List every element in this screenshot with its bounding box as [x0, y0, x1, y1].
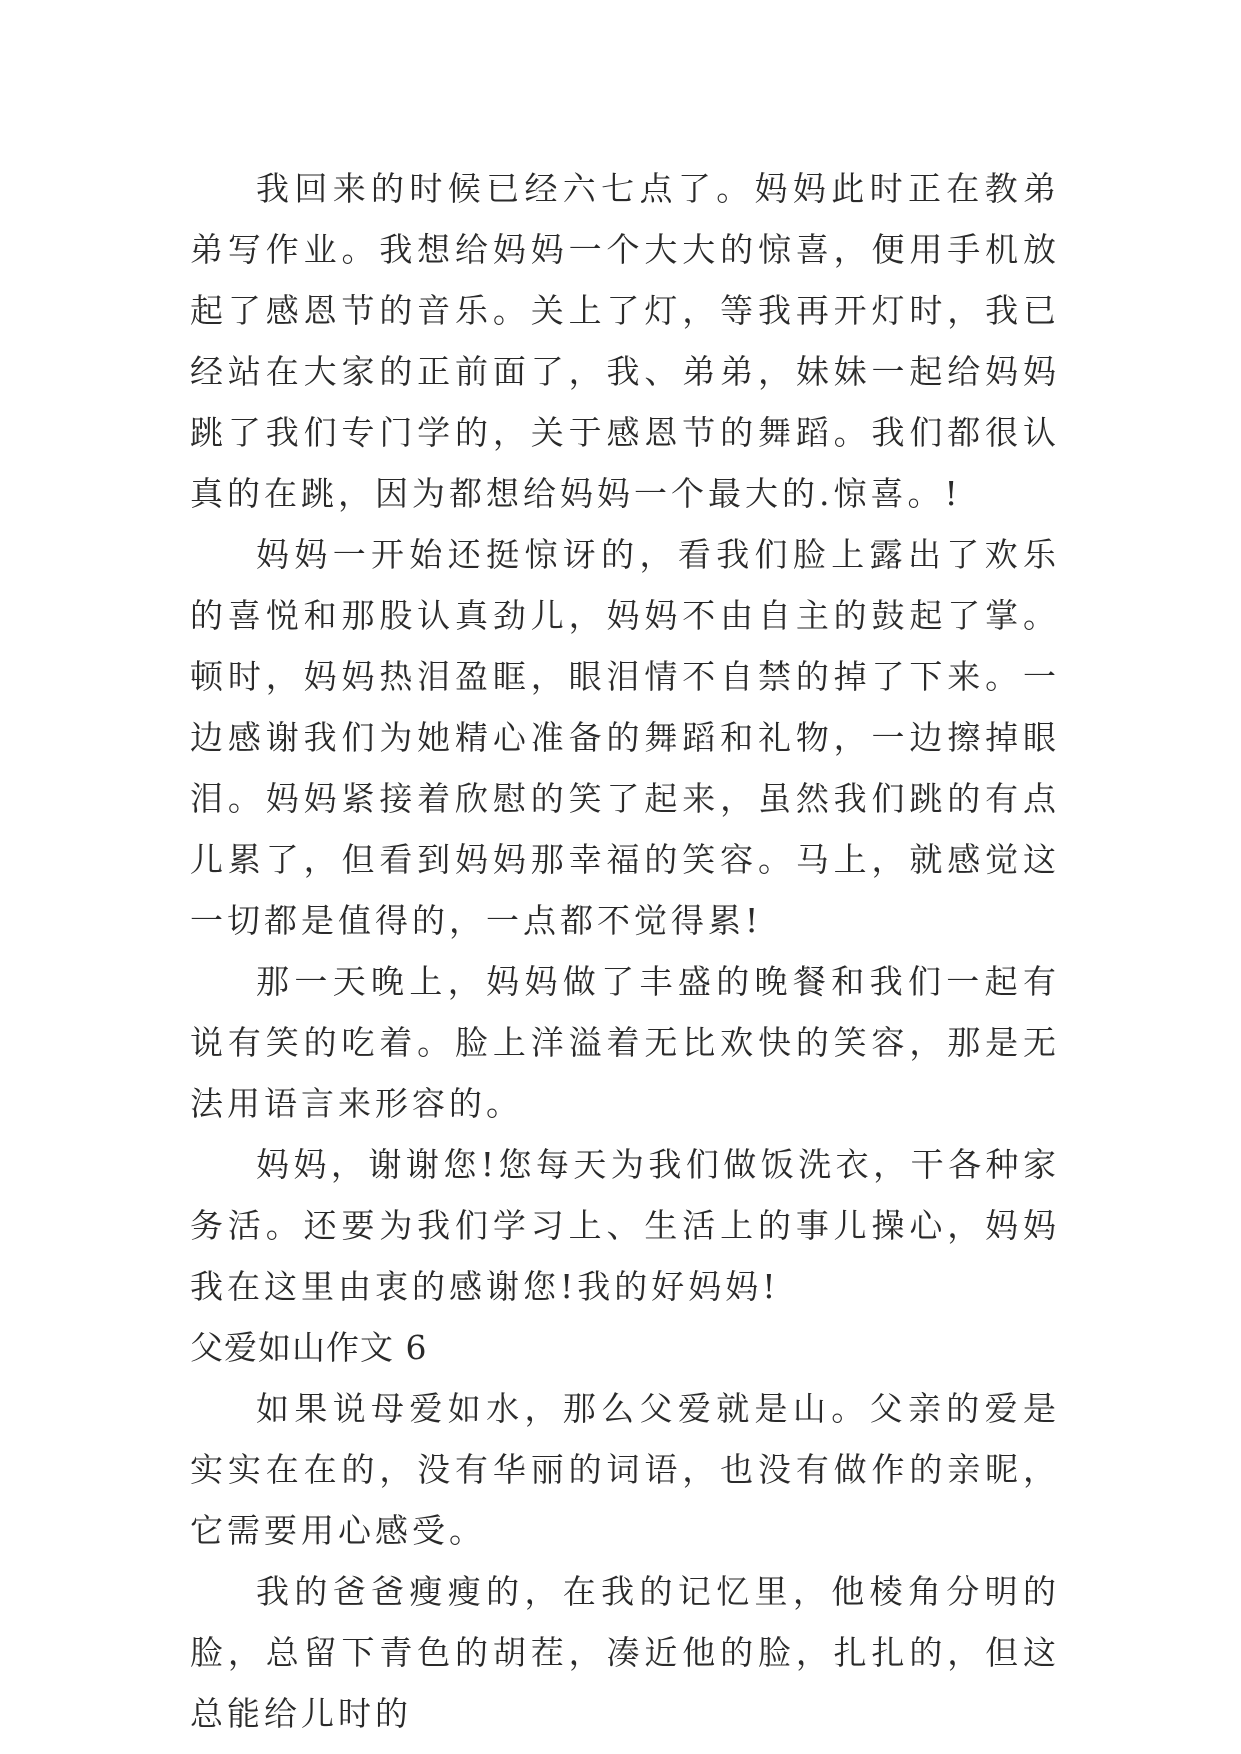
- document-body: [190, 158, 1060, 1744]
- paragraph-1: 我回来的时候已经六七点了。妈妈此时正在教弟弟写作业。我想给妈妈一个大大的惊喜，便用手机放起了感恩节的音乐。关上了灯，等我再开灯时，我已经站在大家的正前面了，我、弟弟，妹妹一起给妈妈跳了我们专门学的，关于感恩节的舞蹈。我们都很认真的在跳，因为都想给妈妈一个最大的.惊喜。!: [190, 169, 1060, 513]
- paragraph-3: 那一天晚上，妈妈做了丰盛的晚餐和我们一起有说有笑的吃着。脸上洋溢着无比欢快的笑容，那是无法用语言来形容的。: [190, 962, 1060, 1123]
- paragraph-4: 妈妈，谢谢您!您每天为我们做饭洗衣，干各种家务活。还要为我们学习上、生活上的事儿操心，妈妈我在这里由衷的感谢您!我的好妈妈!: [190, 1145, 1060, 1306]
- section-paragraph-2: 我的爸爸瘦瘦的，在我的记忆里，他棱角分明的脸，总留下青色的胡茬，凑近他的脸，扎扎的，但这总能给儿时的: [190, 1572, 1060, 1733]
- paragraph-2: 妈妈一开始还挺惊讶的，看我们脸上露出了欢乐的喜悦和那股认真劲儿，妈妈不由自主的鼓起了掌。顿时，妈妈热泪盈眶，眼泪情不自禁的掉了下来。一边感谢我们为她精心准备的舞蹈和礼物，一边擦掉眼泪。妈妈紧接着欣慰的笑了起来，虽然我们跳的有点儿累了，但看到妈妈那幸福的笑容。马上，就感觉这一切都是值得的，一点都不觉得累!: [190, 535, 1060, 940]
- section-paragraph-1: 如果说母爱如水，那么父爱就是山。父亲的爱是实实在在的，没有华丽的词语，也没有做作的亲昵，它需要用心感受。: [190, 1389, 1060, 1550]
- section-title: 父爱如山作文 6: [190, 1328, 428, 1367]
